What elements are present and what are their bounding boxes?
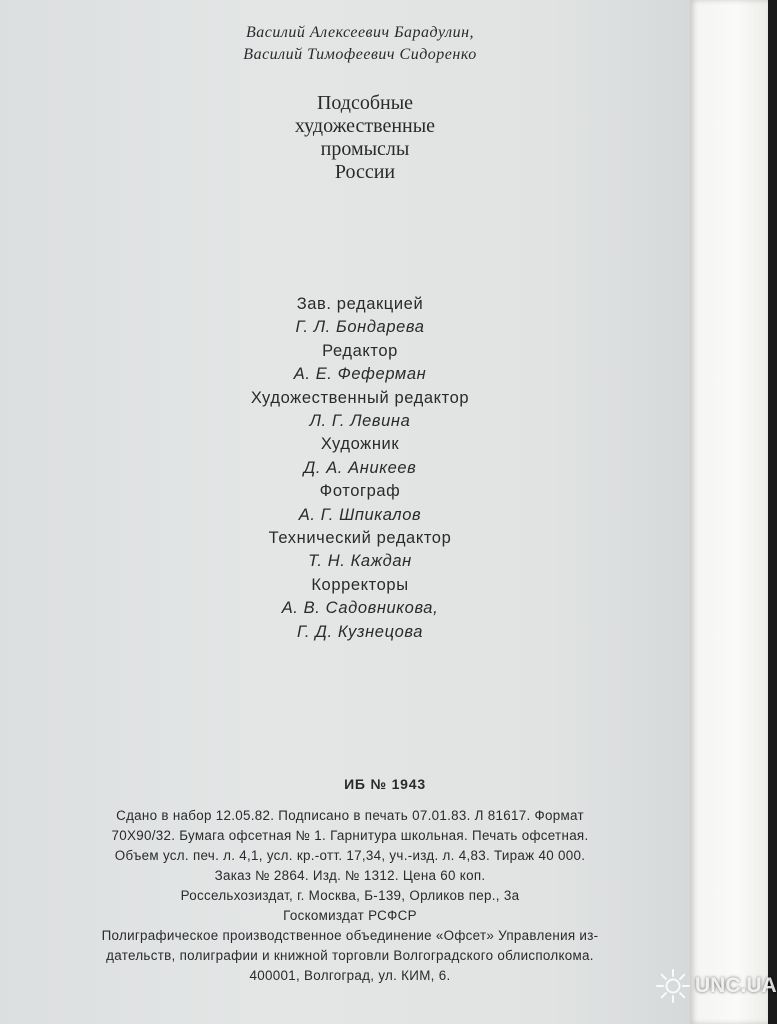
credit-name: Д. А. Аникеев (303, 458, 417, 477)
credit-name: А. Е. Феферман (293, 365, 427, 384)
credits-block (200, 293, 520, 644)
credit-name: Л. Г. Левина (309, 412, 411, 431)
watermark-text: UNC.UA (695, 974, 777, 997)
credit-role: Зав. редакцией (296, 295, 424, 313)
credit-role: Редактор (322, 341, 398, 360)
title-line: Подсобные (316, 92, 414, 114)
book-title (150, 92, 580, 184)
author-1: Василий Алексеевич Барадулин, (245, 24, 475, 41)
imprint-line: Сдано в набор 12.05.82. Подписано в печать 07.01.83. Л 81617. Формат (116, 808, 584, 823)
title-line: художественные (294, 115, 436, 137)
imprint-line: Объем усл. печ. л. 4,1, усл. кр.-отт. 17,34, уч.-изд. л. 4,83. Тираж 40 000. (114, 848, 586, 863)
credit-role: Корректоры (311, 575, 409, 594)
imprint-line: Полиграфическое производственное объединение «Офсет» Управления из- (101, 928, 599, 943)
credit-name: А. Г. Шпикалов (298, 505, 422, 524)
credit-name: А. В. Садовникова, (281, 599, 439, 618)
credit-name: Т. Н. Каждан (308, 552, 412, 571)
credit-role: Художественный редактор (250, 388, 470, 407)
author-2: Василий Тимофеевич Сидоренко (243, 46, 477, 63)
title-line: России (334, 161, 396, 183)
imprint-line: дательств, полиграфии и книжной торговли Волгоградского облисполкома. (106, 948, 594, 963)
watermark (655, 968, 777, 1004)
credit-role: Художник (320, 435, 400, 454)
credit-role: Фотограф (319, 482, 401, 501)
authors-block (150, 22, 570, 66)
credit-name: Г. Д. Кузнецова (296, 622, 424, 641)
imprint-block (30, 806, 670, 986)
ib-number: ИБ № 1943 (344, 776, 426, 792)
imprint-line: 400001, Волгоград, ул. КИМ, 6. (249, 968, 451, 983)
sun-icon (655, 968, 691, 1004)
imprint-line: Россельхозиздат, г. Москва, Б-139, Орликов пер., 3а (180, 888, 520, 903)
title-line: промыслы (320, 138, 410, 160)
imprint-line: Заказ № 2864. Изд. № 1312. Цена 60 коп. (214, 868, 486, 883)
imprint-line: Госкомиздат РСФСР (283, 908, 417, 923)
credit-name: Г. Л. Бондарева (295, 318, 425, 337)
adjacent-page-edge (690, 0, 768, 1024)
credit-role: Технический редактор (268, 529, 452, 548)
imprint-line: 70Х90/32. Бумага офсетная № 1. Гарнитура школьная. Печать офсетная. (111, 828, 589, 843)
